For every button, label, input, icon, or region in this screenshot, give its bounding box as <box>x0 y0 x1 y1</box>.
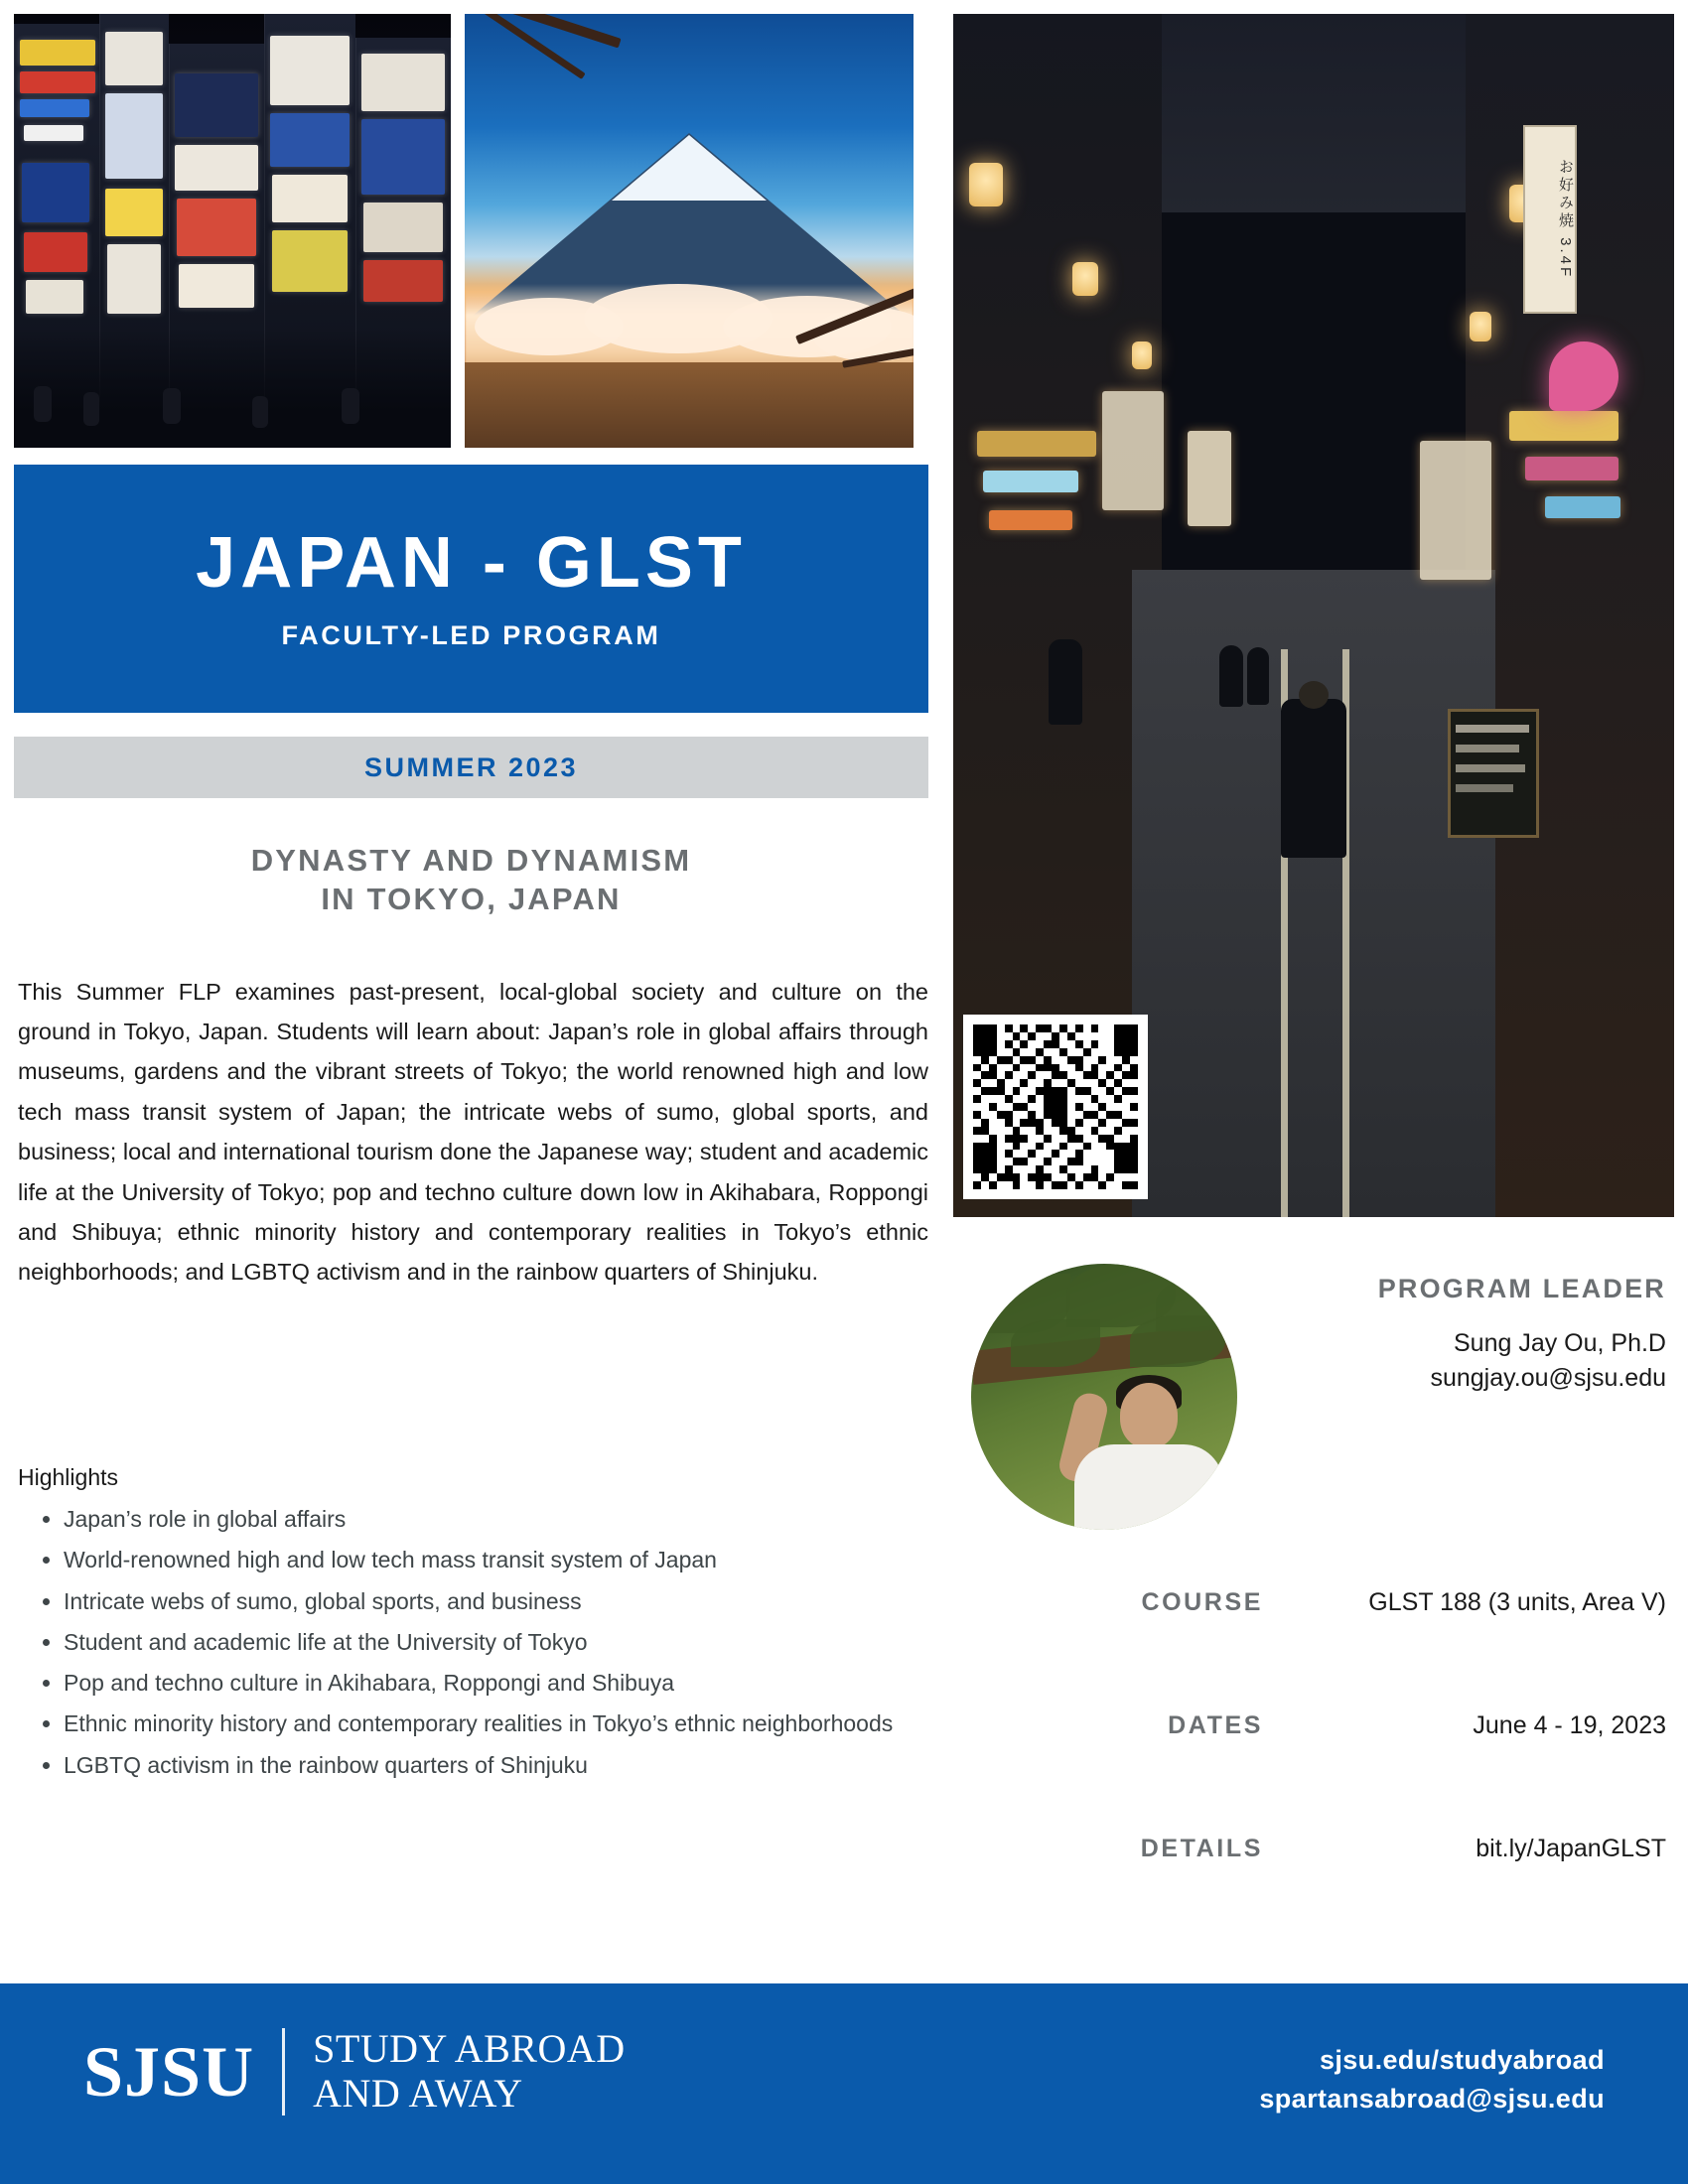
program-leader-name: Sung Jay Ou, Ph.D <box>1453 1329 1666 1357</box>
program-leader-info <box>1269 1274 1666 1395</box>
course-heading-line2: IN TOKYO, JAPAN <box>321 881 622 916</box>
avatar <box>971 1264 1237 1530</box>
details-value[interactable]: bit.ly/JapanGLST <box>1476 1835 1666 1862</box>
qr-code[interactable] <box>963 1015 1148 1199</box>
mount-fuji-sunrise-photo <box>465 14 914 448</box>
highlights-list <box>18 1501 928 1788</box>
footer-website-link[interactable]: sjsu.edu/studyabroad <box>1319 2045 1605 2075</box>
list-item: • World-renowned high and low tech mass transit system of Japan <box>64 1542 928 1578</box>
study-abroad-lockup <box>313 2027 626 2116</box>
tokyo-night-alley-photo: お好み焼 3.4F <box>953 14 1674 1217</box>
term-banner <box>14 737 928 798</box>
left-column <box>0 0 928 1976</box>
program-leader-email[interactable]: sungjay.ou@sjsu.edu <box>1430 1363 1666 1392</box>
course-heading <box>14 842 928 919</box>
footer-contact <box>1259 2041 1605 2118</box>
dates-value: June 4 - 19, 2023 <box>1473 1711 1666 1739</box>
list-item: • Intricate webs of sumo, global sports, and business <box>64 1583 928 1620</box>
title-banner <box>14 465 928 713</box>
program-leader-title: PROGRAM LEADER <box>1377 1274 1666 1303</box>
page-title: JAPAN - GLST <box>196 522 747 603</box>
program-details-table <box>953 1588 1674 1958</box>
course-value: GLST 188 (3 units, Area V) <box>1368 1588 1666 1616</box>
list-item: • Pop and techno culture in Akihabara, Roppongi and Shibuya <box>64 1665 928 1702</box>
table-row <box>953 1588 1674 1711</box>
akihabara-neon-street-photo <box>14 14 451 448</box>
logo-line-2: AND AWAY <box>313 2070 523 2116</box>
table-row <box>953 1711 1674 1835</box>
list-item: • Ethnic minority history and contemporary realities in Tokyo’s ethnic neighborhoods <box>64 1706 928 1742</box>
footer-bar <box>0 1983 1688 2184</box>
highlights-title: Highlights <box>18 1464 118 1490</box>
sjsu-wordmark: SJSU <box>83 2031 255 2112</box>
term-label: SUMMER 2023 <box>363 751 579 782</box>
qr-code-grid <box>973 1024 1138 1189</box>
list-item: • Student and academic life at the University of Tokyo <box>64 1624 928 1661</box>
top-image-strip <box>14 14 928 448</box>
list-item: • LGBTQ activism in the rainbow quarters of Shinjuku <box>64 1747 928 1784</box>
course-description: This Summer FLP examines past-present, local-global society and culture on the ground in Tokyo, Japan. Students will learn about: Japan’s role in global affairs through museums, gardens and the vibrant streets of Tokyo; the world renowned high and low tech mass transit system of Japan; the intricate webs of sumo, global sports, and business; local and international tourism done the Japanese way; student and academic life at the University of Tokyo; pop and techno culture down low in Akihabara, Roppongi and Shibuya; ethnic minority history and contemporary realities in Tokyo’s ethnic neighborhoods; and LGBTQ activism and in the rainbow quarters of Shinjuku. <box>18 978 928 1286</box>
table-row <box>953 1835 1674 1958</box>
program-type-label: FACULTY-LED PROGRAM <box>281 619 661 650</box>
details-label: DETAILS <box>1140 1835 1263 1862</box>
right-column <box>953 0 1688 1976</box>
sjsu-logo <box>83 2027 626 2116</box>
program-leader-section <box>953 1256 1674 1524</box>
logo-divider <box>282 2028 285 2116</box>
course-label: COURSE <box>1141 1588 1263 1616</box>
list-item: • Japan’s role in global affairs <box>64 1501 928 1538</box>
footer-email-link[interactable]: spartansabroad@sjsu.edu <box>1259 2084 1605 2115</box>
logo-line-1: STUDY ABROAD <box>313 2026 626 2071</box>
dates-label: DATES <box>1168 1711 1263 1739</box>
course-heading-line1: DYNASTY AND DYNAMISM <box>250 843 692 878</box>
